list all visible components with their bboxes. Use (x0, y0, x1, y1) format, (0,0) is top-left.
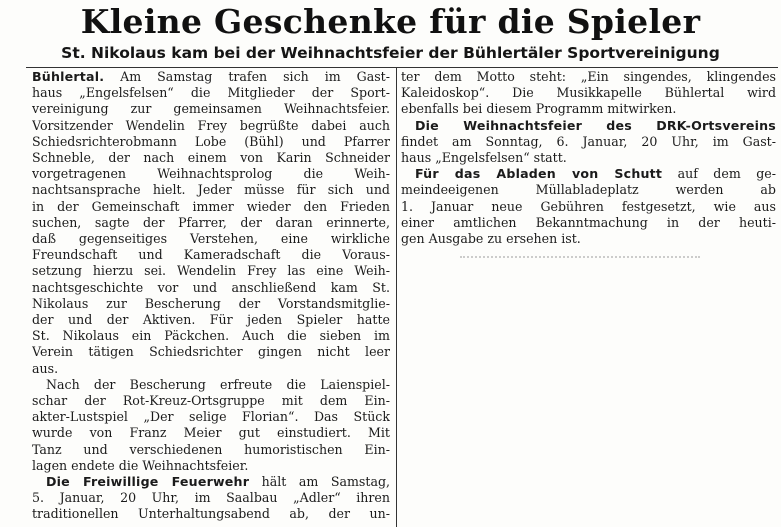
bold-lead: Die Freiwillige Feuerwehr (46, 474, 250, 490)
left-column (32, 69, 390, 523)
text-line (32, 134, 390, 150)
line-text: Am Samstag trafen sich im Gast- (104, 69, 390, 84)
text-line (32, 247, 390, 263)
text-line (32, 69, 390, 85)
line-text: einer amtlichen Bekanntmachung in der heuti- (401, 214, 776, 230)
text-line (401, 134, 776, 150)
line-text: 1. Januar neue Gebühren festgesetzt, wie aus (401, 198, 776, 214)
line-text: wurde von Franz Meier gut einstudiert. Mit (32, 425, 390, 441)
line-text: ebenfalls bei diesem Programm mitwirken. (401, 101, 677, 117)
text-line (401, 118, 776, 134)
text-line (32, 215, 390, 231)
text-line (32, 296, 390, 312)
line-text: St. Nikolaus ein Päckchen. Auch die sieben im (32, 328, 390, 344)
text-line (32, 377, 390, 393)
text-line (32, 231, 390, 247)
right-column (401, 69, 776, 247)
line-text: Nach der Bescherung erfreute die Laienspiel- (46, 376, 390, 392)
line-text: schar der Rot-Kreuz-Ortsgruppe mit dem Ein- (32, 393, 390, 409)
line-text: setzung hierzu sei. Wendelin Frey las eine Weih- (32, 263, 390, 279)
line-text: in der Gemeinschaft immer wieder den Frieden (32, 198, 390, 214)
text-line (32, 280, 390, 296)
line-text: haus „Engelsfelsen“ statt. (401, 150, 567, 166)
text-line (32, 328, 390, 344)
line-text: 5. Januar, 20 Uhr, im Saalbau „Adler“ ihren (32, 490, 390, 506)
subheadline: St. Nikolaus kam bei der Weihnachtsfeier der Bühlertäler Sportvereinigung (61, 44, 720, 62)
text-line (32, 425, 390, 441)
bold-lead: Die Weihnachtsfeier des DRK-Ortsvereins (415, 117, 776, 133)
text-line (401, 101, 776, 117)
line-text: Schneble, der nach einem von Karin Schneider (32, 150, 390, 166)
line-text: Kaleidoskop“. Die Musikkapelle Bühlertal wird (401, 85, 776, 101)
text-line (32, 166, 390, 182)
text-line (32, 442, 390, 458)
line-text: Nikolaus zur Bescherung der Vorstandsmitglie- (32, 295, 390, 311)
line-text: suchen, sagte der Pfarrer, der daran erinnerte, (32, 214, 390, 230)
line-text: aus. (32, 360, 59, 376)
line-text: vereinigung zur gemeinsamen Weihnachtsfeier. (32, 101, 390, 117)
bold-lead: Bühlertal. (32, 69, 105, 84)
line-text: traditionellen Unterhaltungsabend ab, der un- (32, 506, 390, 522)
text-line (32, 506, 390, 522)
line-text: gen Ausgabe zu ersehen ist. (401, 231, 581, 247)
line-text: Schiedsrichterobmann Lobe (Bühl) und Pfarrer (32, 133, 390, 149)
line-text: nachtsgeschichte vor und anschließend kam St. (32, 279, 390, 295)
text-line (32, 490, 390, 506)
text-line (401, 199, 776, 215)
line-text: auf dem ge- (662, 166, 776, 182)
line-text: lagen endete die Weihnachtsfeier. (32, 457, 249, 473)
text-line (32, 182, 390, 198)
text-line (401, 150, 776, 166)
line-text: akter-Lustspiel „Der selige Florian“. Das Stück (32, 409, 390, 425)
line-text: vorgetragenen Weihnachtsprolog die Weih- (32, 166, 390, 182)
line-text: daß gegenseitiges Verstehen, eine wirkliche (32, 231, 390, 247)
text-line (32, 458, 390, 474)
headline: Kleine Geschenke für die Spieler (80, 2, 701, 41)
text-line (32, 263, 390, 279)
text-line (32, 150, 390, 166)
line-text: findet am Sonntag, 6. Januar, 20 Uhr, im Gast- (401, 133, 776, 149)
text-line (32, 393, 390, 409)
text-line (32, 361, 390, 377)
line-text: ter dem Motto steht: „Ein singendes, klingendes (401, 69, 776, 84)
column-divider (396, 68, 397, 527)
text-line (32, 344, 390, 360)
text-line (32, 199, 390, 215)
text-line (32, 85, 390, 101)
faded-print-line (460, 256, 700, 264)
headline-rule (26, 67, 778, 68)
line-text: Verein tätigen Schiedsrichter gingen nicht leer (32, 344, 390, 360)
text-line (32, 118, 390, 134)
line-text: nachtsansprache hielt. Jeder müsse für sich und (32, 182, 390, 198)
text-line (32, 312, 390, 328)
line-text: haus „Engelsfelsen“ die Mitglieder der Sport- (32, 85, 390, 101)
line-text: Vorsitzender Wendelin Frey begrüßte dabei auch (32, 117, 390, 133)
text-line (401, 182, 776, 198)
bold-lead: Für das Abladen von Schutt (415, 166, 663, 182)
text-line (32, 101, 390, 117)
line-text: der und der Aktiven. Für jeden Spieler hatte (32, 312, 390, 328)
line-text: meindeeigenen Müllabladeplatz werden ab (401, 182, 776, 198)
text-line (401, 215, 776, 231)
text-line (32, 474, 390, 490)
line-text: Tanz und verschiedenen humoristischen Ein- (32, 441, 390, 457)
line-text: hält am Samstag, (249, 474, 390, 490)
text-line (401, 69, 776, 85)
text-line (401, 85, 776, 101)
text-line (401, 231, 776, 247)
line-text: Freundschaft und Kameradschaft die Voraus- (32, 247, 390, 263)
text-line (32, 409, 390, 425)
text-line (401, 166, 776, 182)
